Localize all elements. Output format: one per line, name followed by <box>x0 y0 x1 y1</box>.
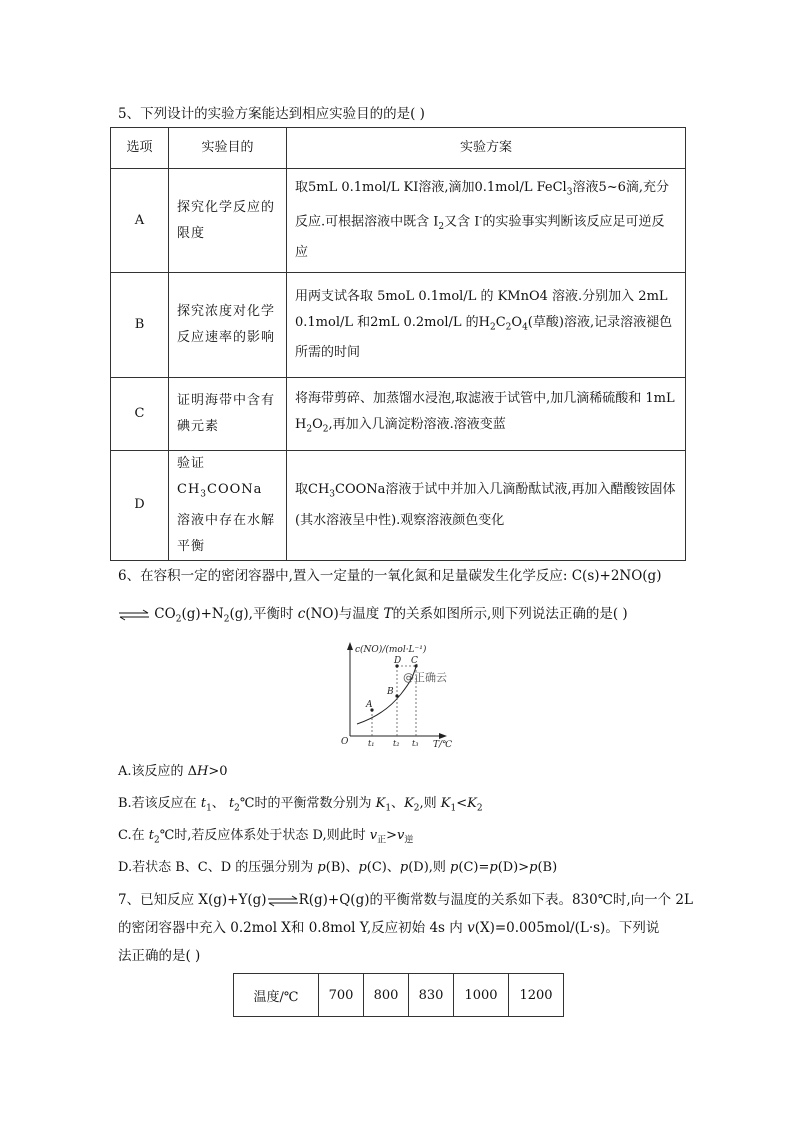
table-row <box>111 451 686 561</box>
q7-table <box>233 973 564 1017</box>
q7-line3: 法正确的是( ) <box>118 948 201 964</box>
graph-tick-t1: t₁ <box>368 739 375 748</box>
q6-line2 <box>118 604 628 630</box>
graph-xlabel: T/℃ <box>433 740 453 750</box>
header-option: 选项 <box>111 128 169 169</box>
row-purpose: 验证 $CH_3COONa$ 溶液中存在水解平衡 <box>169 451 287 561</box>
graph-point-d: D <box>394 656 402 666</box>
header-plan: 实验方案 <box>287 128 686 169</box>
q7-line1-a: 7、已知反应 X(g)+Y(g) <box>118 892 267 908</box>
row-option: B <box>111 273 169 378</box>
header-purpose: 实验目的 <box>169 128 287 169</box>
q5-stem: 5、下列设计的实验方案能达到相应实验目的的是( ) <box>118 106 425 122</box>
q7-table-cell: 830 <box>409 974 454 1017</box>
row-purpose: 探究化学反应的限度 <box>169 169 287 273</box>
table-row <box>111 273 686 378</box>
q6-option-c: C.在 $t_2℃$时,若反应体系处于状态 D,则此时 $v_正>v_逆$ <box>118 828 414 846</box>
graph-tick-t2: t₂ <box>393 739 400 748</box>
row-plan: 用两支试各取 5moL 0.1mol/L 的 KMnO4 溶液.分别加入 2mL 0.1mol/L 和2mL 0.2mol/L 的$H_2C_2O_4$(草酸)溶液,记录溶液褪色所需的时间 <box>287 273 686 378</box>
graph-point-b: B <box>387 687 394 697</box>
graph-point-c: C <box>411 656 418 666</box>
table-row <box>111 378 686 451</box>
row-option: D <box>111 451 169 561</box>
q6-option-a: A.该反应的 ΔH>0 <box>118 764 228 779</box>
q5-table-header <box>111 128 686 169</box>
equilibrium-arrow-icon <box>118 609 150 621</box>
q6-line1: 6、在容积一定的密闭容器中,置入一定量的一氧化氮和足量碳发生化学反应: C(s)+2NO(g) <box>118 568 662 584</box>
graph-ylabel: c(NO)/(mol·L⁻¹) <box>355 645 427 655</box>
q6-option-b: B.若该反应在 $t_1$、 $t_2℃$时的平衡常数分别为 $K_1$、$K_2$,则 $K_1<K_2$ <box>118 796 483 814</box>
row-option: A <box>111 169 169 273</box>
row-plan: 取5mL 0.1mol/L KI溶液,滴加0.1mol/L FeCl$_3$溶液5~6滴,充分反应.可根据溶液中既含 $I_2$又含 I-的实验事实判断该反应足可逆反应 <box>287 169 686 273</box>
q7-table-cell: 700 <box>319 974 364 1017</box>
row-purpose: 证明海带中含有碘元素 <box>169 378 287 451</box>
q5-table <box>110 127 686 561</box>
q6-line2-text: $CO_2(g)+N_2(g)$,平衡时 c(NO)与温度 T的关系如图所示,则下列说法正确的是( ) <box>154 606 628 625</box>
graph-point-a: A <box>366 700 373 710</box>
row-option: C <box>111 378 169 451</box>
equilibrium-arrow-icon <box>267 895 299 907</box>
q7-table-cell: 1200 <box>509 974 564 1017</box>
q6-option-d: D.若状态 B、C、D 的压强分别为 p(B)、p(C)、p(D),则 p(C)=p(D)>p(B) <box>118 860 558 875</box>
row-purpose: 探究浓度对化学反应速率的影响 <box>169 273 287 378</box>
q7-line1-b: R(g)+Q(g)的平衡常数与温度的关系如下表。830℃时,向一个 2L <box>298 892 693 908</box>
table-row <box>111 169 686 273</box>
row-plan: 将海带剪碎、加蒸馏水浸泡,取滤液于试管中,加几滴稀硫酸和 1mL $H_2O_2$,再加入几滴淀粉溶液.溶液变蓝 <box>287 378 686 451</box>
q7-line2: 的密闭容器中充入 0.2mol X和 0.8mol Y,反应初始 4s 内 v(X)=0.005mol/(L·s)。下列说 <box>118 920 660 936</box>
q7-table-header: 温度/℃ <box>234 974 319 1017</box>
row-plan: 取$CH_3COONa$溶液于试中并加入几滴酚酞试液,再加入醋酸铵固体(其水溶液呈中性).观察溶液颜色变化 <box>287 451 686 561</box>
q6-graph <box>335 638 465 750</box>
q7-line1 <box>118 890 693 910</box>
q7-table-cell: 800 <box>364 974 409 1017</box>
graph-origin: O <box>341 737 349 747</box>
q7-table-cell: 1000 <box>454 974 509 1017</box>
graph-tick-t3: t₃ <box>412 739 419 748</box>
table-row <box>234 974 564 1017</box>
graph-watermark: @正确云 <box>403 671 447 684</box>
